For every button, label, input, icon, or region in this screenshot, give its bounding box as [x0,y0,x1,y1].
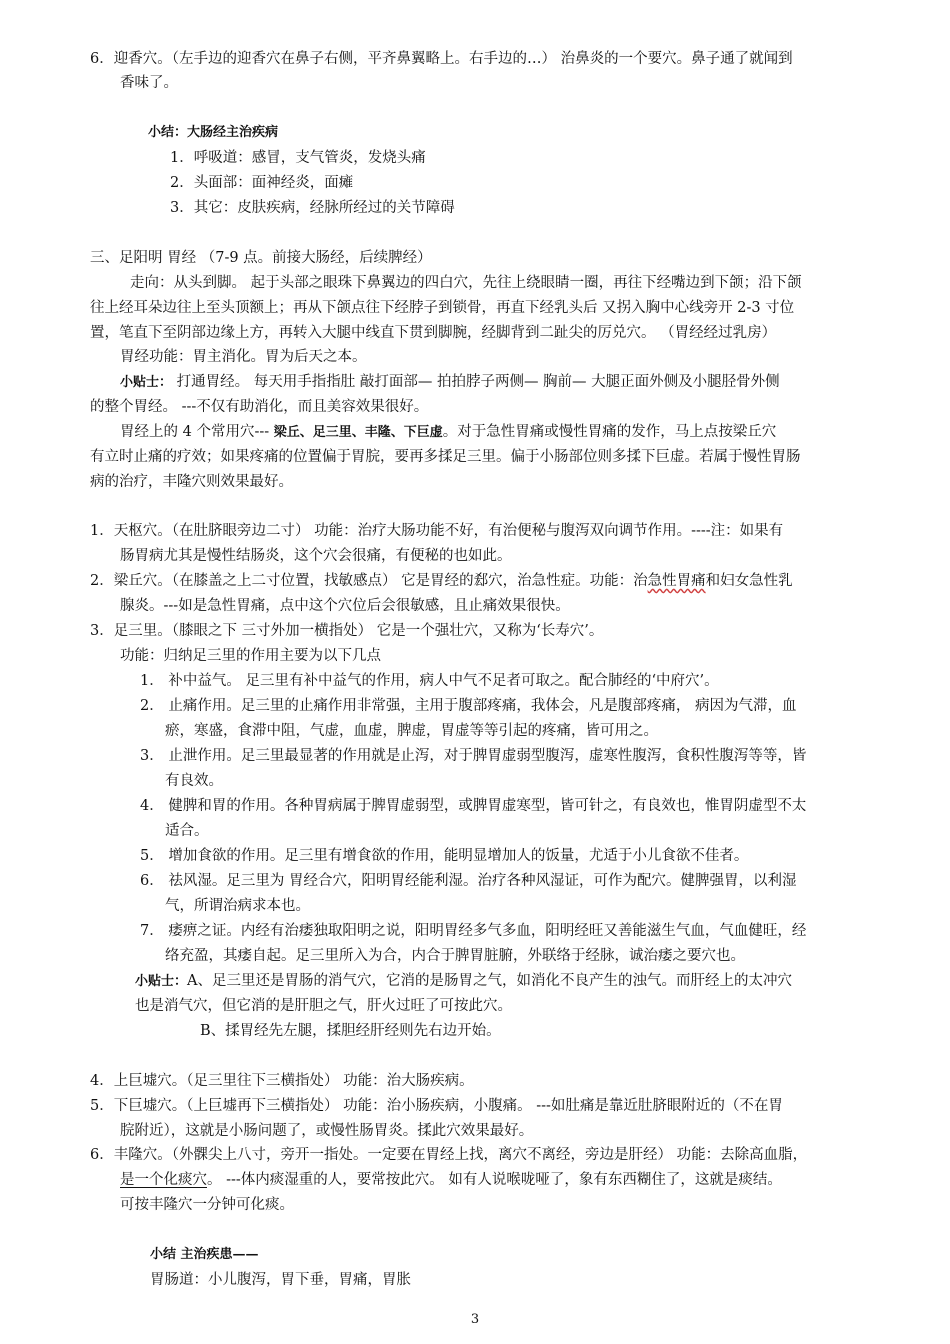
summary-wei-line1: 胃肠道：小儿腹泻，胃下垂，胃痛，胃胀 [150,1272,411,1288]
tip2-line3: B、揉胃经先左腿，揉胆经肝经则先右边开始。 [200,1023,501,1039]
liangqiu-pre: 2．梁丘穴。（在膝盖之上二寸位置，找敏感点） 它是胃经的郄穴，治急性症。功能：治 [90,573,648,589]
liangqiu-underlined: 急性胃痛 [647,573,706,589]
fenglong-post: 。 ---体内痰湿重的人，要常按此穴。 如有人说喉咙哑了，象有东西糊住了，这就是痰结。 [207,1172,782,1188]
function-line: 胃经功能：胃主消化。胃为后天之本。 [120,349,367,365]
zusanli-point-cont: 瘀，寒盛，食滞中阻，气虚，血虚，脾虚，胃虚等等引起的疼痛，皆可用之。 [165,723,658,739]
tip2-label: 小贴士： [135,974,188,989]
summary-item: 1．呼吸道：感冒，支气管炎，发烧头痛 [170,150,426,166]
tip-line [120,372,780,393]
acupoint-fenglong-line1: 6．丰隆穴。（外髁尖上八寸，旁开一指处。一定要在胃经上找，离穴不离经，旁边是肝经） 功能：去除高血脂， [90,1147,808,1163]
zusanli-point: 5． 增加食欲的作用。足三里有增食欲的作用，能明显增加人的饭量，尤适于小儿食欲不佳者。 [140,848,749,864]
route-line: 置，笔直下至阴部边缘上方，再转入大腿中线直下贯到脚腕，经脚背到二趾尖的厉兑穴。 （胃经经过乳房） [90,325,777,341]
common-points-names: 梁丘、足三里、丰隆、下巨虚 [273,425,443,440]
zusanli-point: 1． 补中益气。 足三里有补中益气的作用，病人中气不足者可取之。配合肺经的‘中府穴’。 [140,673,719,689]
acupoint-zusanli-line1: 3．足三里。（膝眼之下 三寸外加一横指处） 它是一个强壮穴，又称为‘长寿穴’。 [90,623,604,639]
common-points-line3: 病的治疗，丰隆穴则效果最好。 [90,474,293,490]
liangqiu-post: 和妇女急性乳 [705,573,793,589]
common-points-pre: 胃经上的 4 个常用穴--- [120,424,274,440]
acupoint-shangjuxu: 4．上巨墟穴。（足三里往下三横指处） 功能：治大肠疾病。 [90,1073,474,1089]
zusanli-point-cont: 络充盈，其痿自起。足三里所入为合，内合于脾胃脏腑，外联络于经脉，诚治痿之要穴也。 [165,948,745,964]
zusanli-point: 4． 健脾和胃的作用。各种胃病属于脾胃虚弱型，或脾胃虚寒型，皆可针之，有良效也，惟胃阴虚型不太 [140,798,807,814]
page-number: 3 [470,1312,480,1327]
route-line: 往上经耳朵边往上至头顶额上；再从下颌点往下经脖子到锁骨，再直下经乳头后 又拐入胸中心线旁开 2-3 寸位 [90,300,795,316]
zusanli-point: 2． 止痛作用。足三里的止痛作用非常强，主用于腹部疼痛，我体会，凡是腹部疼痛， 病因为气滞，血 [140,698,797,714]
acupoint-fenglong-line2 [120,1170,782,1190]
acupoint-fenglong-line3: 可按丰隆穴一分钟可化痰。 [120,1197,294,1213]
fenglong-underlined: 是一个化痰穴 [120,1172,207,1188]
summary-item: 2．头面部：面神经炎，面瘫 [170,175,354,191]
common-points-post: 。对于急性胃痛或慢性胃痛的发作，马上点按梁丘穴 [442,424,777,440]
route-line: 走向：从头到脚。 起于头部之眼珠下鼻翼边的四白穴，先往上绕眼睛一圈，再往下经嘴边到下颌；沿下颌 [130,275,802,291]
common-points-line2: 有立时止痛的疗效；如果疼痛的位置偏于胃脘，要再多揉足三里。偏于小肠部位则多揉下巨虚。若属于慢性胃肠 [90,449,801,465]
zusanli-point-cont: 气，所谓治病求本也。 [165,898,310,914]
tip2-text: A、足三里还是胃肠的消气穴，它消的是肠胃之气，如消化不良产生的浊气。而肝经上的太冲穴 [187,973,792,989]
section-heading-wei: 三、足阳明 胃经 （7-9 点。前接大肠经，后续脾经） [90,250,432,266]
zusanli-point-cont: 适合。 [165,823,209,839]
zusanli-point: 3． 止泄作用。足三里最显著的作用就是止泻，对于脾胃虚弱型腹泻，虚寒性腹泻，食积性腹泻等等，皆 [140,748,807,764]
acupoint-tianshu-line2: 肠胃病尤其是慢性结肠炎，这个穴会很痛，有便秘的也如此。 [120,548,512,564]
acupoint-tianshu-line1: 1．天枢穴。（在肚脐眼旁边二寸） 功能：治疗大肠功能不好，有治便秘与腹泻双向调节作用。----注：如果有 [90,523,784,539]
acupoint-liangqiu-line2: 腺炎。---如是急性胃痛，点中这个穴位后会很敏感，且止痛效果很快。 [120,598,570,614]
summary-title-wei: 小结 主治疾患—— [150,1247,259,1262]
zusanli-point: 7． 痿痹之证。内经有治痿独取阳明之说，阳明胃经多气多血，阳明经旺又善能滋生气血，气血健旺，经 [140,923,807,939]
acupoint-zusanli-function: 功能：归纳足三里的作用主要为以下几点 [120,648,381,664]
acupoint-yingxiang-line2: 香味了。 [120,75,178,91]
acupoint-xiajuxu-line1: 5．下巨墟穴。（上巨墟再下三横指处） 功能：治小肠疾病，小腹痛。 ---如肚痛是靠近肚脐眼附近的（不在胃 [90,1098,783,1114]
tip2-line2: 也是消气穴，但它消的是肝胆之气，肝火过旺了可按此穴。 [135,998,512,1014]
tip-line2: 的整个胃经。 ---不仅有助消化，而且美容效果很好。 [90,399,429,415]
acupoint-yingxiang-line1: 6．迎香穴。（左手边的迎香穴在鼻子右侧，平齐鼻翼略上。右手边的…） 治鼻炎的一个要穴。鼻子通了就闻到 [90,51,793,67]
summary-item: 3．其它：皮肤疾病，经脉所经过的关节障碍 [170,200,455,216]
tip-label: 小贴士： [120,375,173,390]
acupoint-liangqiu-line1 [90,571,793,591]
tip2-line1 [135,971,792,992]
common-points-line [120,422,776,443]
acupoint-xiajuxu-line2: 脘附近），这就是小肠问题了，或慢性肠胃炎。揉此穴效果最好。 [120,1123,534,1139]
zusanli-point: 6． 祛风湿。足三里为 胃经合穴，阳明胃经能利湿。治疗各种风湿证，可作为配穴。健脾强胃，以利湿 [140,873,797,889]
summary-title-dachang: 小结：大肠经主治疾病 [148,125,279,140]
zusanli-point-cont: 有良效。 [165,773,223,789]
tip-text: 打通胃经。 每天用手指指肚 敲打面部— 拍拍脖子两侧— 胸前— 大腿正面外侧及小腿胫骨外侧 [172,374,780,390]
